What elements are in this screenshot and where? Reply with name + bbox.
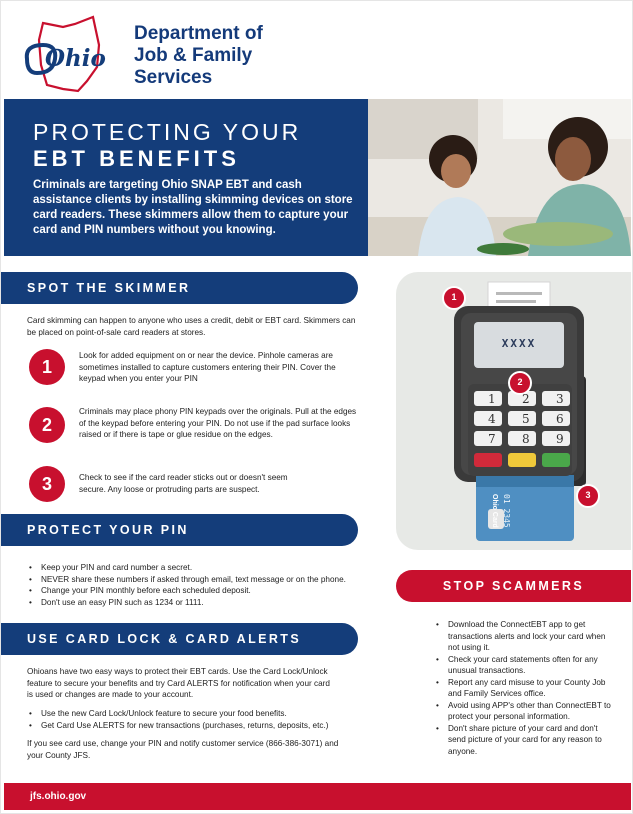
lock-outro: If you see card use, change your PIN and notify customer service (866-386-3071) and your County JFS.: [27, 739, 339, 760]
key-label: 4: [488, 412, 496, 426]
section-header-protect-pin: PROTECT YOUR PIN: [1, 514, 358, 546]
scam-list: [434, 619, 614, 757]
list-item: • Get Card Use ALERTS for new transactions (purchases, returns, deposits, etc.): [27, 720, 357, 732]
list-item: • Keep your PIN and card number a secret.: [27, 562, 367, 574]
cancel-key: [474, 453, 502, 467]
hero-body: Criminals are targeting Ohio SNAP EBT and cash assistance clients by installing skimming devices on store card readers. These skimmers allow them to capture your card and PIN numbers without you knowing.: [33, 179, 353, 236]
agency-name: [134, 23, 263, 89]
agency-line: Department of: [134, 23, 263, 44]
hero-banner: [4, 99, 368, 256]
hero-title: PROTECTING YOUR: [33, 119, 302, 145]
pin-list: [27, 562, 367, 608]
key-label: 2: [522, 392, 530, 406]
list-item: • Avoid using APP's other than ConnectEBT to protect your personal information.: [434, 700, 614, 723]
hero-title-bold: EBT BENEFITS: [33, 146, 240, 171]
key-label: 8: [522, 432, 530, 446]
keypad-labels: [474, 391, 578, 451]
section-header-stop-scammers: STOP SCAMMERS: [396, 570, 631, 602]
logo-wordmark: Ohio: [45, 45, 106, 72]
key-label: 1: [488, 392, 496, 406]
step-number-3: 3: [29, 466, 65, 502]
list-item: • Download the ConnectEBT app to get transactions alerts and lock your card when not using it.: [434, 619, 614, 654]
list-item: • Use the new Card Lock/Unlock feature to secure your food benefits.: [27, 708, 357, 720]
list-item: • Change your PIN monthly before each scheduled deposit.: [27, 585, 367, 597]
enter-key: [542, 453, 570, 467]
step-number-1: 1: [29, 349, 65, 385]
lock-intro: Ohioans have two easy ways to protect their EBT cards. Use the Card Lock/Unlock feature to secure your benefits and try Card ALERTS for notification when your card is used or changes are made to your account.: [27, 667, 330, 699]
spot-intro: Card skimming can happen to anyone who uses a credit, debit or EBT card. Skimmers can be placed on point-of-sale card readers at stores.: [27, 316, 356, 337]
list-item: • Report any card misuse to your County Job and Family Services office.: [434, 677, 614, 700]
list-item: • NEVER share these numbers if asked through email, text message or on the phone.: [27, 574, 367, 586]
step-text-3: Check to see if the card reader sticks out or doesn't seem secure. Any loose or protruding parts are suspect.: [79, 473, 288, 494]
key-label: 3: [556, 392, 564, 406]
step-text-2: Criminals may place phony PIN keypads over the originals. Pull at the edges of the keypad before entering your PIN. Do not use if the pad surface looks raised or if there is tape or glue residue on the edges.: [79, 407, 357, 439]
step-text-1: Look for added equipment on or near the device. Pinhole cameras are sometimes installed to capture customers entering their PIN. Cover the keypad when you enter your PIN: [79, 351, 336, 383]
callout-number-1: 1: [451, 292, 457, 302]
list-item: • Check your card statements often for any unusual transactions.: [434, 654, 614, 677]
family-cooking-photo: [368, 99, 631, 256]
key-label: 9: [556, 432, 564, 446]
step-number-2: 2: [29, 407, 65, 443]
list-item: • Don't share picture of your card and don't send picture of your card for any reason to anyone.: [434, 723, 614, 758]
hero-photo: [368, 99, 631, 256]
card-number: 01 2345: [502, 494, 511, 528]
clear-key: [508, 453, 536, 467]
agency-line: Job & Family: [134, 45, 253, 66]
agency-line: Services: [134, 67, 213, 88]
section-header-card-lock: USE CARD LOCK & CARD ALERTS: [1, 623, 358, 655]
ohio-logo: [23, 15, 118, 95]
callout-number-3: 3: [585, 490, 591, 500]
key-label: 5: [522, 412, 530, 426]
card-label: Ohio Card: [491, 494, 498, 528]
callout-number-2: 2: [517, 377, 523, 387]
list-item: • Don't use an easy PIN such as 1234 or 1111.: [27, 597, 367, 609]
section-header-spot-skimmer: SPOT THE SKIMMER: [1, 272, 358, 304]
lock-list: [27, 708, 357, 731]
key-label: 6: [556, 412, 564, 426]
terminal-screen-text: XXXX: [501, 337, 537, 350]
footer-url[interactable]: jfs.ohio.gov: [4, 783, 631, 810]
key-label: 7: [488, 432, 496, 446]
